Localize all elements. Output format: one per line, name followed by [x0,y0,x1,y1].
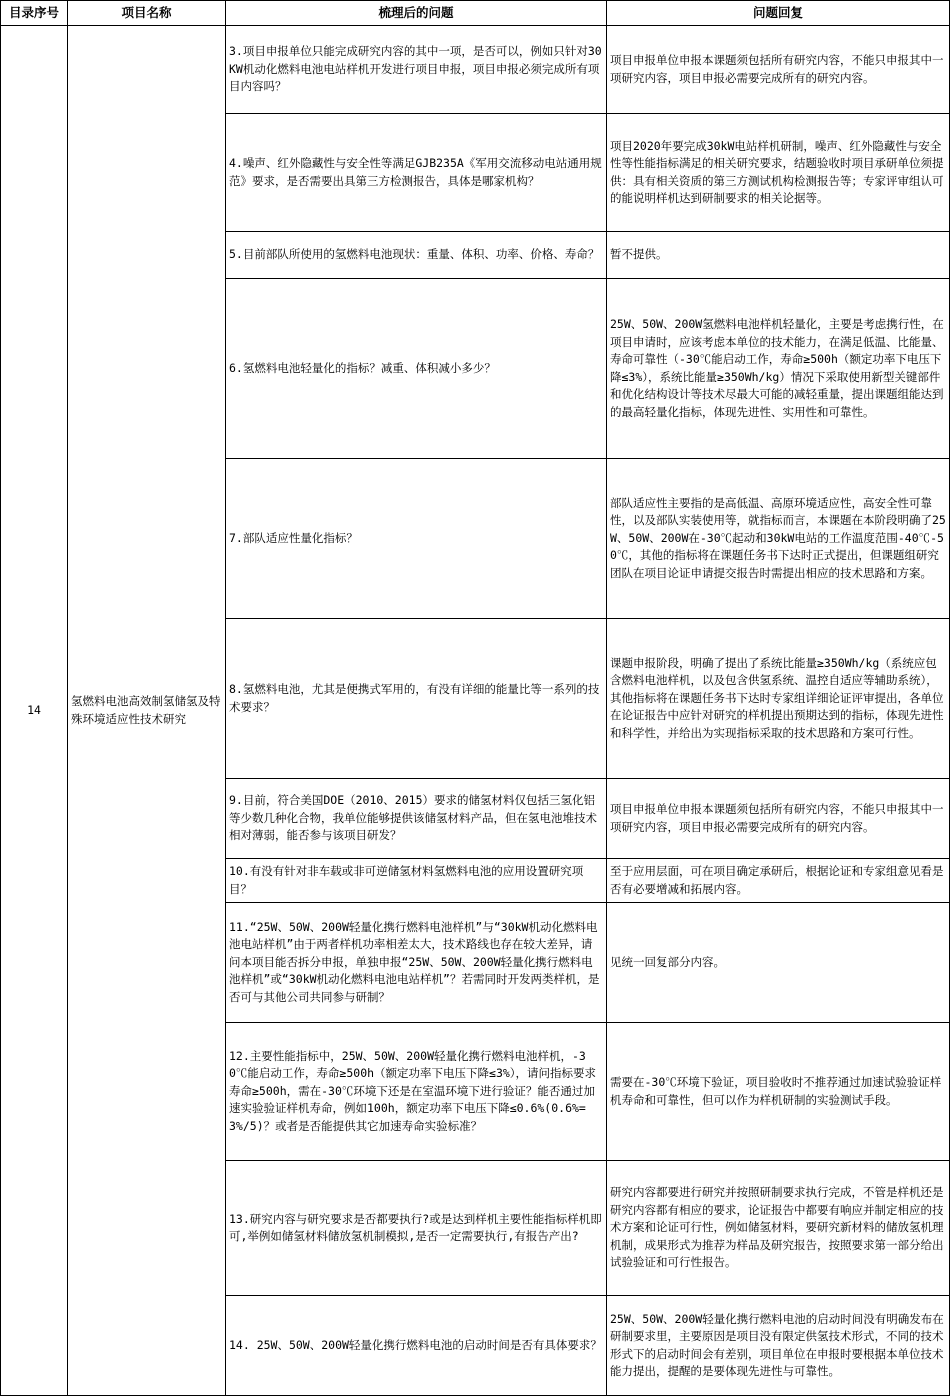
header-row [1,1,950,26]
question-cell: 8.氢燃料电池，尤其是便携式军用的，有没有详细的能量比等一系列的技术要求？ [226,619,607,779]
header-index: 目录序号 [1,1,68,26]
answer-cell: 项目2020年要完成30kW电站样机研制，噪声、红外隐藏性与安全性等性能指标满足的相关研究要求，结题验收时项目承研单位须提供：具有相关资质的第三方测试机构检测报告等；专家评审组认可的能说明样机达到研制要求的相关论据等。 [607,114,950,232]
group-project-name: 氢燃料电池高效制氢储氢及特殊环境适应性技术研究 [68,26,226,1396]
question-cell: 10.有没有针对非车载或非可逆储氢材料氢燃料电池的应用设置研究项目？ [226,859,607,903]
question-cell: 7.部队适应性量化指标？ [226,459,607,619]
question-cell: 11.“25W、50W、200W轻量化携行燃料电池样机”与“30kW机动化燃料电池电站样机”由于两者样机功率相差太大，技术路线也存在较大差异，请问本项目能否拆分申报，单独申报“25W、50W、200W轻量化携行燃料电池样机”或“30kW机动化燃料电池电站样机”？若需同时开发两类样机，是否可与其他公司共同参与研制？ [226,903,607,1023]
question-cell: 3.项目申报单位只能完成研究内容的其中一项，是否可以，例如只针对30KW机动化燃料电池电站样机开发进行项目申报，项目申报必须完成所有项目内容吗？ [226,26,607,114]
header-answer: 问题回复 [607,1,950,26]
answer-cell: 暂不提供。 [607,232,950,279]
answer-cell: 至于应用层面，可在项目确定承研后，根据论证和专家组意见看是否有必要增减和拓展内容。 [607,859,950,903]
answer-cell: 25W、50W、200W氢燃料电池样机轻量化，主要是考虑携行性，在项目申请时，应该考虑本单位的技术能力，在满足低温、比能量、寿命可靠性（-30℃能启动工作，寿命≥500h（额定功率下电压下降≤3%），系统比能量≥350Wh/kg）情况下采取使用新型关键部件和优化结构设计等技术尽最大可能的减轻重量，提出课题组能达到的最高轻量化指标，体现先进性、实用性和可靠性。 [607,279,950,459]
header-project-name: 项目名称 [68,1,226,26]
answer-cell: 课题申报阶段，明确了提出了系统比能量≥350Wh/kg（系统应包含燃料电池样机，以及包含供氢系统、温控自适应等辅助系统），其他指标将在课题任务书下达时专家组详细论证评审提出，各单位在论证报告中应针对研究的样机提出预期达到的指标，体现先进性和科学性，并给出为实现指标采取的技术思路和方案可行性。 [607,619,950,779]
answer-cell: 需要在-30℃环境下验证，项目验收时不推荐通过加速试验验证样机寿命和可靠性，但可以作为样机研制的实验测试手段。 [607,1023,950,1161]
answer-cell: 25W、50W、200W轻量化携行燃料电池的启动时间没有明确发布在研制要求里，主要原因是项目没有限定供氢技术形式，不同的技术形式下的启动时间会有差别，项目单位在申报时要根据本单位技术能力提出，提醒的是要体现先进性与可靠性。 [607,1296,950,1396]
group-index: 14 [1,26,68,1396]
header-question: 梳理后的问题 [226,1,607,26]
question-cell: 12.主要性能指标中，25W、50W、200W轻量化携行燃料电池样机，-30℃能启动工作，寿命≥500h（额定功率下电压下降≤3%），请问指标要求寿命≥500h，需在-30℃环境下还是在室温环境下进行验证？能否通过加速实验验证样机寿命，例如100h，额定功率下电压下降≤0.6%(0.6%=3%/5)？或者是否能提供其它加速寿命实验标准？ [226,1023,607,1161]
table-row [1,26,950,114]
question-cell: 13.研究内容与研究要求是否都要执行?或是达到样机主要性能指标样机即可,举例如储氢材料储放氢机制模拟,是否一定需要执行,有报告产出? [226,1161,607,1296]
answer-cell: 见统一回复部分内容。 [607,903,950,1023]
question-cell: 5.目前部队所使用的氢燃料电池现状：重量、体积、功率、价格、寿命？ [226,232,607,279]
answer-cell: 部队适应性主要指的是高低温、高原环境适应性，高安全性可靠性，以及部队实装使用等，就指标而言，本课题在本阶段明确了25W、50W、200W在-30℃起动和30kW电站的工作温度范围-40℃-50℃，其他的指标将在课题任务书下达时正式提出，但课题组研究团队在项目论证申请提交报告时需提出相应的技术思路和方案。 [607,459,950,619]
question-cell: 4.噪声、红外隐藏性与安全性等满足GJB235A《军用交流移动电站通用规范》要求，是否需要出具第三方检测报告，具体是哪家机构？ [226,114,607,232]
question-cell: 9.目前，符合美国DOE（2010、2015）要求的储氢材料仅包括三氢化铝等少数几种化合物，我单位能够提供该储氢材料产品，但在氢电池堆技术相对薄弱，能否参与该项目研发？ [226,779,607,859]
question-cell: 14. 25W、50W、200W轻量化携行燃料电池的启动时间是否有具体要求？ [226,1296,607,1396]
question-cell: 6.氢燃料电池轻量化的指标？减重、体积减小多少？ [226,279,607,459]
answer-cell: 项目申报单位申报本课题须包括所有研究内容，不能只申报其中一项研究内容，项目申报必需要完成所有的研究内容。 [607,26,950,114]
answer-cell: 研究内容都要进行研究并按照研制要求执行完成，不管是样机还是研究内容都有相应的要求，论证报告中都要有响应并制定相应的技术方案和论证可行性，例如储氢材料，要研究新材料的储放氢机理机制，成果形式为推荐为样品及研究报告，按照要求第一部分给出试验验证和可行性报告。 [607,1161,950,1296]
answer-cell: 项目申报单位申报本课题须包括所有研究内容，不能只申报其中一项研究内容，项目申报必需要完成所有的研究内容。 [607,779,950,859]
